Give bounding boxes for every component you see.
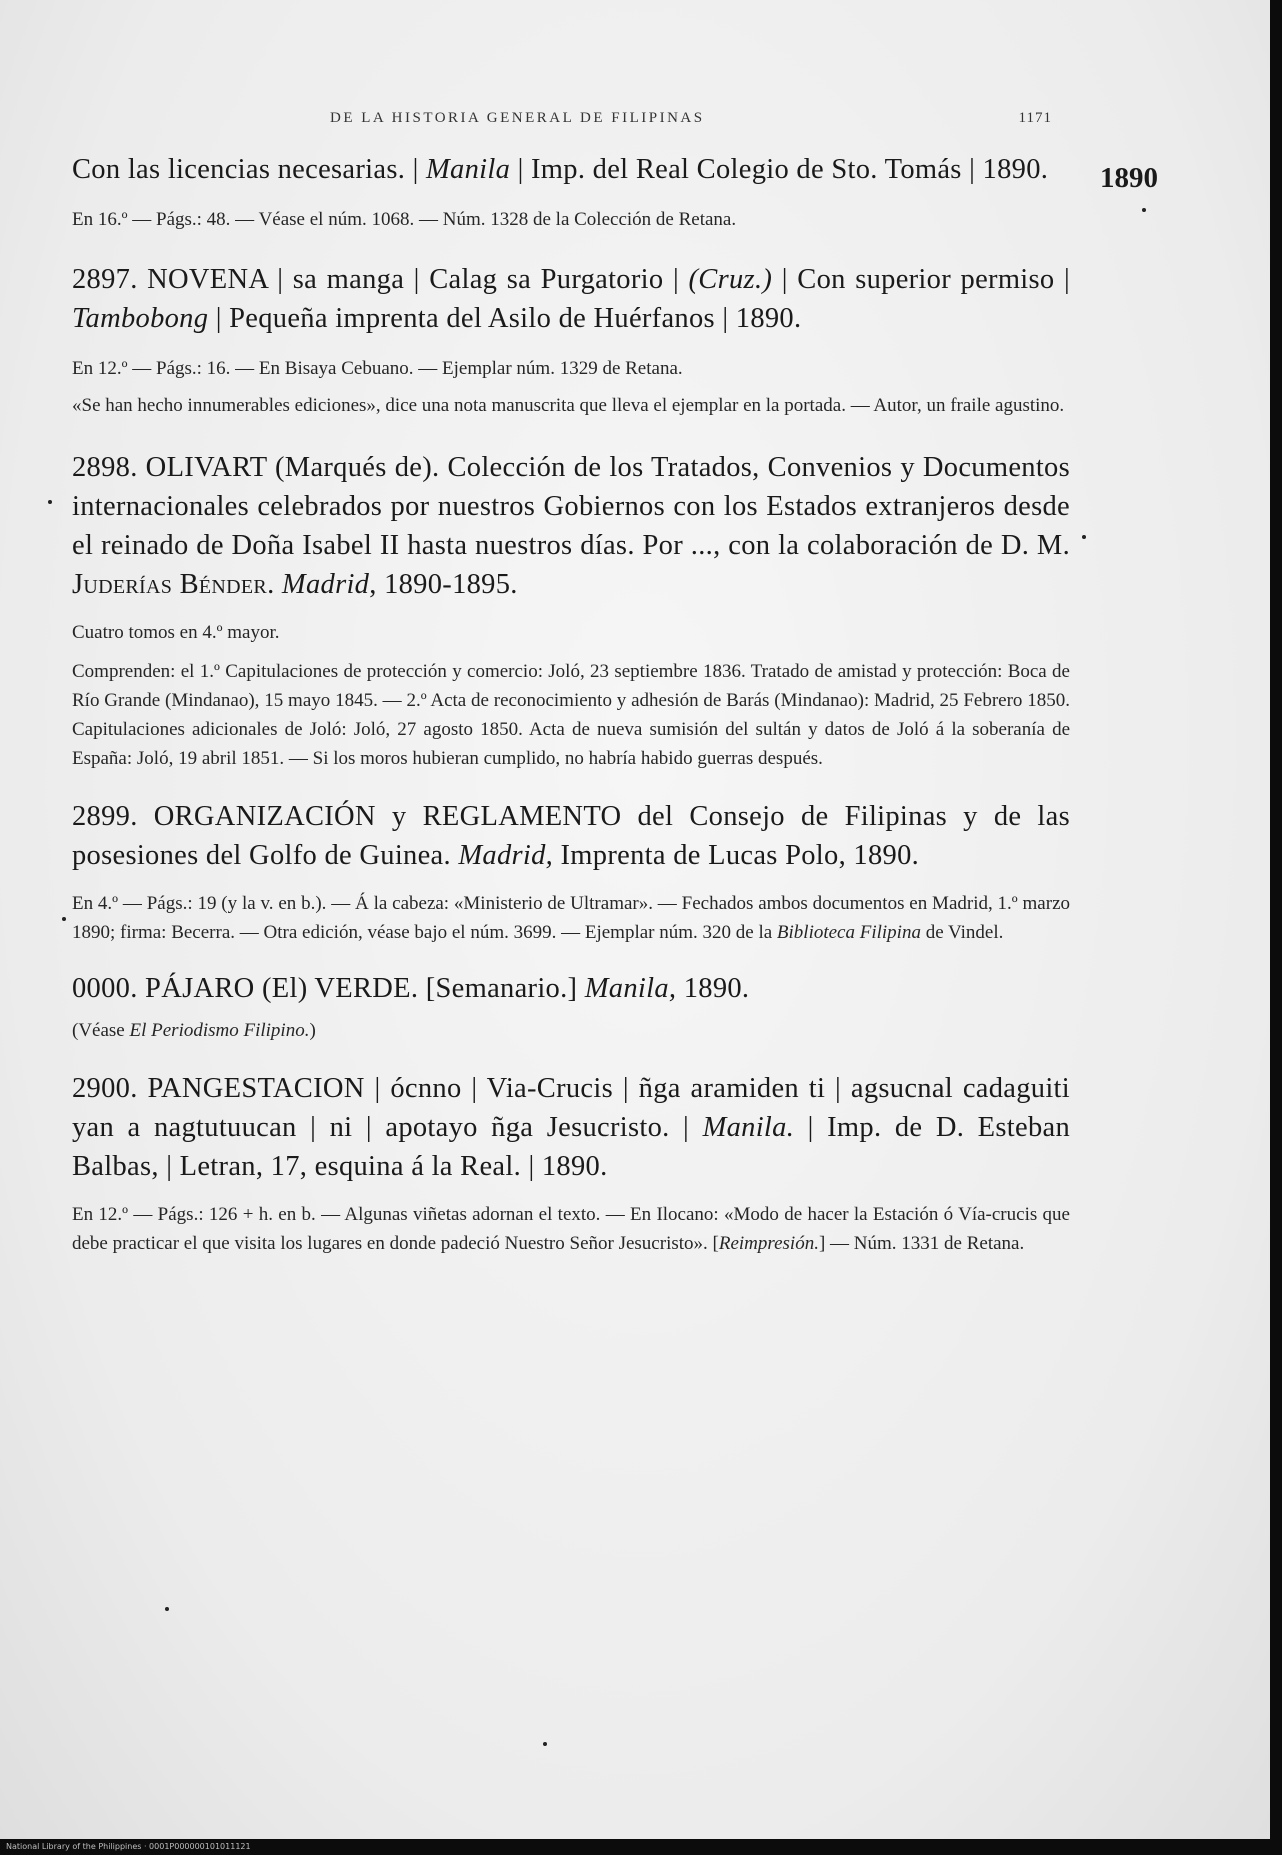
entry-2899-note: En 4.º — Págs.: 19 (y la v. en b.). — Á la cabeza: «Ministerio de Ultramar». — Fechados ambos documentos en Madrid, 1.º marzo 1890; firma: Becerra. — Otra edición, véase bajo el núm. 3699. — Ejemplar núm. 320 de la Biblioteca Filipina de Vindel. (72, 893, 1070, 943)
running-head-title: DE LA HISTORIA GENERAL DE FILIPINAS (330, 110, 705, 126)
entry-0000-note: (Véase El Periodismo Filipino.) (72, 1020, 316, 1041)
entry-2898: 2898. OLIVART (Marqués de). Colección de los Tratados, Convenios y Documentos internacionales celebrados por nuestros Gobiernos con los Estados extranjeros desde el reinado de Doña Isabel II hasta nuestros días. Por ..., con la colaboración de D. M. Juderías Bénder. Madrid, 1890-1895. (72, 452, 1070, 600)
print-speck (543, 1742, 547, 1746)
entry-2900-note: En 12.º — Págs.: 126 + h. en b. — Algunas viñetas adornan el texto. — En Ilocano: «Modo de hacer la Estación ó Vía-crucis que debe practicar el que visita los lugares en donde padeció Nuestro Señor Jesucristo». [Reimpresión.] — Núm. 1331 de Retana. (72, 1204, 1070, 1254)
page-number: 1171 (1018, 110, 1052, 126)
entry-2899: 2899. ORGANIZACIÓN y REGLAMENTO del Consejo de Filipinas y de las posesiones del Golfo de Guinea. Madrid, Imprenta de Lucas Polo, 1890. (72, 801, 1070, 871)
entry-0000: 0000. PÁJARO (El) VERDE. [Semanario.] Manila, 1890. (72, 973, 750, 1004)
entry-continuation: Con las licencias necesarias. | Manila | Imp. del Real Colegio de Sto. Tomás | 1890. (72, 154, 1049, 185)
entry-2897-note: En 12.º — Págs.: 16. — En Bisaya Cebuano. — Ejemplar núm. 1329 de Retana. (72, 358, 683, 379)
scan-footer-text: National Library of the Philippines · 0001P000000101011121 (6, 1842, 251, 1851)
entry-2900: 2900. PANGESTACION | ócnno | Via-Crucis | ñga aramiden ti | agsucnal cadaguiti yan a nagtutuucan | ni | apotayo ñga Jesucristo. | Manila. | Imp. de D. Esteban Balbas, | Letran, 17, esquina á la Real. | 1890. (72, 1073, 1070, 1182)
print-speck (1142, 208, 1146, 212)
scan-edge (1270, 0, 1282, 1855)
print-speck (165, 1607, 169, 1611)
bibliography-content (72, 150, 1070, 1258)
entry-2897-remark: «Se han hecho innumerables ediciones», dice una nota manuscrita que lleva el ejemplar en la portada. — Autor, un fraile agustino. (72, 395, 1065, 416)
entry-2898-volumes: Cuatro tomos en 4.º mayor. (72, 622, 280, 643)
print-speck (1082, 535, 1086, 539)
scan-footer-bar (0, 1839, 1282, 1855)
print-speck (62, 917, 66, 921)
margin-year: 1890 (1100, 162, 1158, 194)
print-speck (48, 500, 52, 504)
entry-2898-contents: Comprenden: el 1.º Capitulaciones de protección y comercio: Joló, 23 septiembre 1836. Tratado de amistad y protección: Boca de Río Grande (Mindanao), 15 mayo 1845. — 2.º Acta de reconocimiento y adhesión de Barás (Mindanao): Madrid, 25 Febrero 1850. Capitulaciones adicionales de Joló: Joló, 27 agosto 1850. Acta de nueva sumisión del sultán y datos de Joló á la soberanía de España: Joló, 19 abril 1851. — Si los moros hubieran cumplido, no habría habido guerras después. (72, 661, 1070, 769)
entry-note: En 16.º — Págs.: 48. — Véase el núm. 1068. — Núm. 1328 de la Colección de Retana. (72, 209, 737, 230)
running-head (330, 110, 1052, 127)
entry-2897: 2897. NOVENA | sa manga | Calag sa Purgatorio | (Cruz.) | Con superior permiso | Tambobong | Pequeña imprenta del Asilo de Huérfanos | 1890. (72, 264, 1070, 334)
